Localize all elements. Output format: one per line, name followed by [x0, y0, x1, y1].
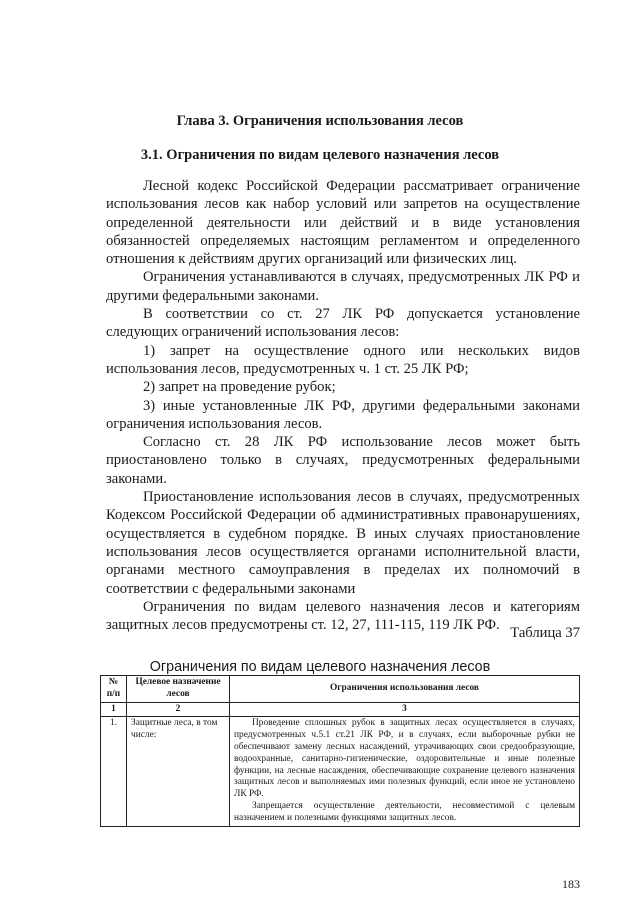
paragraph: 2) запрет на проведение рубок;: [143, 379, 336, 396]
body-text: [106, 177, 580, 634]
table-label: Таблица 37: [510, 625, 580, 641]
paragraph: Лесной кодекс Российской Федерации рассматривает ограничение использования лесов как набор условий или запретов на осуществление определенной деятельности или действий и в виде установления обязанностей определяемых настоящим регламентом и определенного отношения к действиям других организаций или физических лиц.: [106, 178, 580, 268]
row-purpose: Защитные леса, в том числе:: [127, 717, 230, 826]
row-restrictions: [230, 717, 580, 826]
paragraph: Согласно ст. 28 ЛК РФ использование лесов может быть приостановлено только в случаях, предусмотренных федеральными законами.: [106, 434, 580, 487]
header-purpose: Целевое назначение лесов: [127, 676, 230, 703]
column-number: 1: [101, 702, 127, 717]
row-number: 1.: [101, 717, 127, 826]
restriction-text: Запрещается осуществление деятельности, несовместимой с целевым назначением и полезными функциями защитных лесов.: [234, 800, 575, 823]
column-number: 3: [230, 702, 580, 717]
paragraph: 3) иные установленные ЛК РФ, другими федеральными законами ограничения использования лесов.: [106, 397, 580, 432]
table-header-row: [101, 676, 580, 703]
paragraph: В соответствии со ст. 27 ЛК РФ допускается установление следующих ограничений использования лесов:: [106, 306, 580, 341]
header-restrictions: Ограничения использования лесов: [230, 676, 580, 703]
header-number: № п/п: [101, 676, 127, 703]
table-column-numbers-row: [101, 702, 580, 717]
table-row: [101, 717, 580, 826]
chapter-title: Глава 3. Ограничения использования лесов: [176, 113, 464, 129]
column-number: 2: [127, 702, 230, 717]
restriction-text: Проведение сплошных рубок в защитных лесах осуществляется в случаях, предусмотренных ч.5.1 ст.21 ЛК РФ, и в случаях, если выборочные рубки не обеспечивают замену лесных насаждений, утрачивающих свои средообразующие, водоохранные, санитарно-гигиенические, оздоровительные и иные полезные функции, на лесные насаждения, обеспечивающие сохранение целевого назначения защитных лесов и выполняемых ими полезных функций, если иное не установлено ЛК РФ.: [234, 718, 575, 800]
paragraph: Ограничения по видам целевого назначения лесов и категориям защитных лесов предусмотрены ст. 12, 27, 111-115, 119 ЛК РФ.: [106, 598, 580, 634]
paragraph: Ограничения устанавливаются в случаях, предусмотренных ЛК РФ и другими федеральными законами.: [106, 269, 580, 304]
restrictions-table: [100, 675, 580, 827]
section-title: 3.1. Ограничения по видам целевого назначения лесов: [140, 147, 500, 163]
page-number: 183: [562, 877, 580, 891]
paragraph: Приостановление использования лесов в случаях, предусмотренных Кодексом Российской Федерации об административных правонарушениях, осуществляется в судебном порядке. В иных случаях приостановление использования лесов осуществляется органами исполнительной власти, органами местного самоуправления в пределах их полномочий в соответствии с федеральными законами: [106, 489, 580, 597]
paragraph: 1) запрет на осуществление одного или нескольких видов использования лесов, предусмотренных ч. 1 ст. 25 ЛК РФ;: [106, 342, 580, 377]
table-title: Ограничения по видам целевого назначения лесов: [149, 659, 491, 675]
